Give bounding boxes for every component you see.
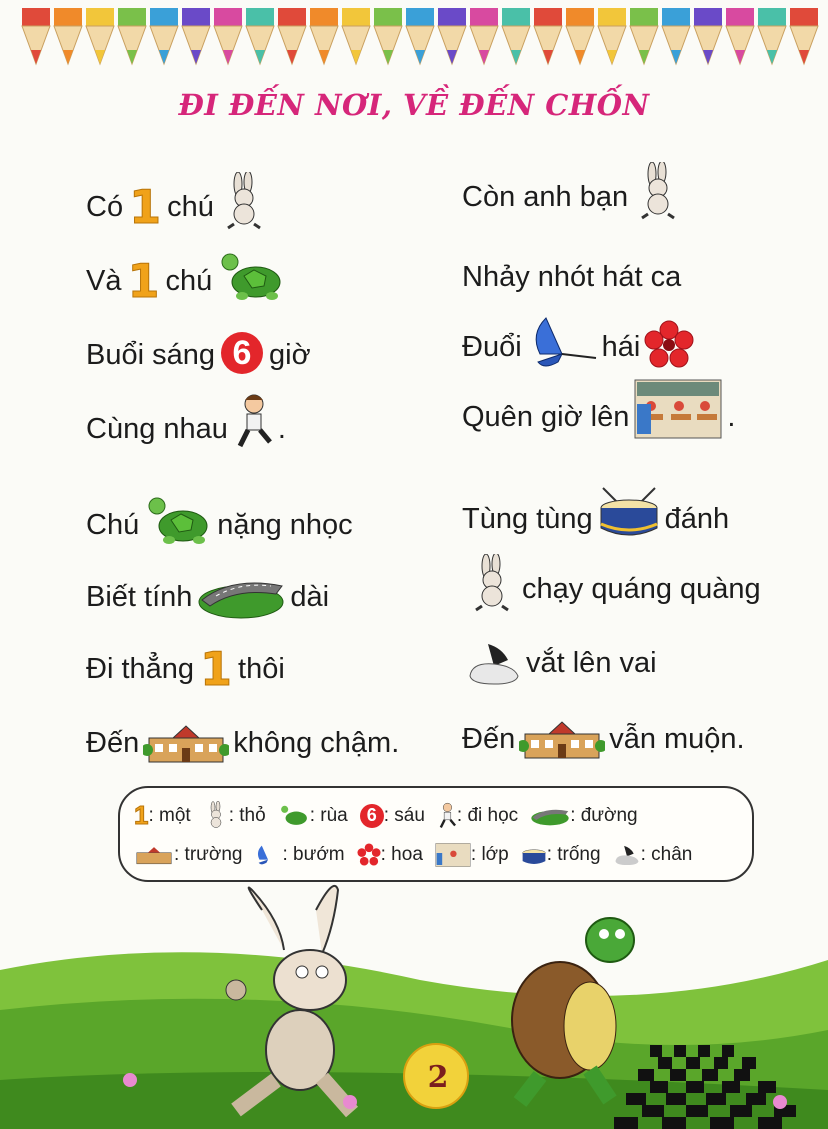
rabbit-icon (466, 554, 518, 612)
line-text: vẫn muộn. (609, 723, 745, 755)
checker-square (734, 1069, 750, 1081)
pencil-lead (127, 50, 137, 64)
pencil (630, 8, 658, 26)
line-text: thôi (238, 653, 285, 685)
checker-square (710, 1117, 734, 1129)
line-text: Còn anh bạn (462, 181, 629, 213)
pencil-lead (63, 50, 73, 64)
pencil-lead (351, 50, 361, 64)
line-text: Đuổi (462, 331, 522, 363)
checker-square (702, 1069, 718, 1081)
legend-label: : thỏ (228, 804, 266, 826)
poem-line-left-1 (86, 170, 274, 234)
pencil (278, 8, 306, 26)
checker-square (650, 1045, 662, 1057)
pencil-lead (191, 50, 201, 64)
legend-item-lop (435, 842, 509, 868)
line-text: không chậm. (233, 727, 400, 759)
line-text: Đi thẳng (86, 653, 195, 685)
poem-line-left-7 (86, 632, 285, 696)
pencil (214, 8, 242, 26)
road-icon (196, 574, 286, 620)
school-icon (143, 720, 229, 766)
pencil (694, 8, 722, 26)
legend-label: : sáu (383, 804, 425, 826)
legend-label: : bướm (282, 844, 345, 865)
poem-line-left-8 (86, 706, 399, 766)
line-text: giờ (269, 339, 311, 371)
checker-square (666, 1093, 686, 1105)
pencil (310, 8, 338, 26)
pencil (374, 8, 402, 26)
pencil-lead (415, 50, 425, 64)
school-icon (134, 844, 174, 866)
foot-icon (466, 640, 522, 686)
line-text: Buổi sáng (86, 339, 215, 371)
line-text: chú (167, 191, 214, 223)
pencil-lead (607, 50, 617, 64)
pencil (566, 8, 594, 26)
checker-square (742, 1057, 756, 1069)
pencil-lead (31, 50, 41, 64)
legend-box (118, 786, 754, 882)
boy-icon (232, 392, 274, 452)
boy-icon (437, 801, 457, 831)
line-text: nặng nhọc (217, 509, 353, 541)
checker-square (714, 1057, 728, 1069)
pencil-lead (223, 50, 233, 64)
legend-item-truong (134, 844, 242, 866)
pencil (534, 8, 562, 26)
line-text: dài (290, 581, 330, 613)
pencil-lead (543, 50, 553, 64)
pencil (86, 8, 114, 26)
legend-row-1 (134, 800, 650, 831)
number-six: 6 (221, 332, 263, 374)
checker-square (758, 1117, 782, 1129)
page-title: ĐI ĐẾN NƠI, VỀ ĐẾN CHỐN (178, 88, 650, 122)
pencil (54, 8, 82, 26)
poem-line-left-6 (86, 560, 329, 620)
pencil (438, 8, 466, 26)
pencil (406, 8, 434, 26)
drum-icon (521, 843, 547, 867)
line-text: Và (86, 265, 122, 297)
pencil (22, 8, 50, 26)
line-text: Cùng nhau (86, 413, 228, 445)
pencil-lead (639, 50, 649, 64)
turtle-icon (143, 494, 213, 548)
legend-label: : đi học (456, 804, 519, 826)
checker-square (758, 1081, 776, 1093)
legend-item-buom (254, 843, 344, 867)
pencil (246, 8, 274, 26)
line-text: Đến (462, 723, 516, 755)
checker-square (746, 1093, 766, 1105)
pencil-lead (703, 50, 713, 64)
line-text: Có (86, 191, 124, 223)
legend-item-duong (530, 805, 637, 827)
legend-label: : một (148, 804, 191, 826)
line-text: vắt lên vai (526, 647, 657, 679)
poem-line-left-5 (86, 488, 353, 548)
pencil-lead (479, 50, 489, 64)
pencil-lead (159, 50, 169, 64)
rabbit-icon (218, 172, 270, 230)
classroom-icon (633, 378, 723, 440)
checker-square (662, 1117, 686, 1129)
line-text: chạy quáng quàng (522, 573, 761, 605)
poem-line-right-6 (462, 552, 761, 612)
legend-item-trong (521, 843, 601, 867)
poem-line-right-5 (462, 482, 729, 542)
checker-square (698, 1045, 710, 1057)
pencil-lead (255, 50, 265, 64)
checker-square (658, 1057, 672, 1069)
line-text: Biết tính (86, 581, 193, 613)
checker-square (670, 1069, 686, 1081)
checker-square (722, 1081, 740, 1093)
pencil (502, 8, 530, 26)
checker-square (686, 1057, 700, 1069)
butterfly-icon (254, 843, 282, 867)
line-text: . (277, 413, 286, 445)
checker-square (650, 1081, 668, 1093)
classroom-icon (435, 842, 471, 868)
pencil (598, 8, 626, 26)
checker-square (730, 1105, 752, 1117)
flower-icon (644, 320, 694, 370)
line-text: Đến (86, 727, 140, 759)
legend-row-2 (134, 842, 704, 868)
legend-label: : đường (570, 804, 638, 826)
poem-line-left-2 (86, 244, 290, 308)
pencil-lead (287, 50, 297, 64)
page-number: 2 (427, 1060, 449, 1095)
road-icon (530, 805, 570, 827)
poem-line-right-7 (462, 626, 657, 686)
line-text: hái (601, 331, 641, 363)
checker-square (706, 1093, 726, 1105)
pencil-lead (383, 50, 393, 64)
line-text: Chú (86, 509, 140, 541)
number-one: 1 (200, 642, 233, 696)
number-one: 1 (134, 800, 149, 830)
poem-line-right-4 (462, 380, 735, 440)
poem-line-right-2 (462, 240, 681, 300)
pencil (182, 8, 210, 26)
pencil (758, 8, 786, 26)
legend-item-chan (613, 844, 693, 866)
poem-line-right-8 (462, 702, 745, 762)
checker-square (614, 1117, 638, 1129)
pencil (118, 8, 146, 26)
poem-line-left-4 (86, 392, 286, 452)
line-text: . (727, 401, 736, 433)
pencil (726, 8, 754, 26)
drum-icon (597, 484, 661, 542)
flower-icon (357, 843, 381, 867)
turtle-icon (278, 804, 310, 828)
legend-item-hoa (357, 843, 423, 867)
pencil (790, 8, 818, 26)
legend-label: : trống (546, 844, 601, 865)
legend-label: : rùa (309, 804, 348, 826)
legend-item-di-hoc (437, 801, 518, 831)
legend-item-tho (203, 801, 266, 831)
number-one: 1 (129, 180, 162, 234)
rabbit-icon (203, 801, 229, 831)
pencil-lead (95, 50, 105, 64)
pencil (662, 8, 690, 26)
legend-label: : lớp (470, 844, 509, 865)
legend-label: : chân (640, 844, 693, 865)
line-text: đánh (664, 503, 730, 535)
line-text: Nhảy nhót hát ca (462, 261, 682, 293)
school-icon (519, 716, 605, 762)
legend-item-mot (134, 800, 191, 831)
pencil (150, 8, 178, 26)
number-six: 6 (360, 804, 384, 828)
foot-icon (613, 844, 641, 866)
butterfly-icon (526, 314, 598, 370)
line-text: chú (165, 265, 213, 297)
pencil-lead (735, 50, 745, 64)
legend-label: : hoa (380, 844, 423, 865)
line-text: Tùng tùng (462, 503, 593, 535)
poem-line-right-3 (462, 310, 698, 370)
pencil-lead (511, 50, 521, 64)
legend-label: : trường (174, 844, 243, 865)
number-one: 1 (127, 254, 160, 308)
pencil-lead (447, 50, 457, 64)
pencil-border (20, 8, 820, 76)
rabbit-icon (632, 162, 684, 220)
checker-square (638, 1069, 654, 1081)
turtle-icon (216, 250, 286, 304)
checker-square (722, 1045, 734, 1057)
checker-square (626, 1093, 646, 1105)
legend-item-rua (278, 804, 348, 828)
line-text: Quên giờ lên (462, 401, 630, 433)
checker-square (686, 1081, 704, 1093)
pencil-lead (671, 50, 681, 64)
pencil (342, 8, 370, 26)
pencil (470, 8, 498, 26)
legend-item-sau (360, 804, 425, 828)
pencil-lead (575, 50, 585, 64)
pencil-lead (799, 50, 809, 64)
checker-square (674, 1045, 686, 1057)
checker-square (686, 1105, 708, 1117)
poem-line-left-3 (86, 318, 311, 378)
pencil-lead (767, 50, 777, 64)
pencil-lead (319, 50, 329, 64)
poem-line-right-1 (462, 160, 688, 220)
checker-square (642, 1105, 664, 1117)
